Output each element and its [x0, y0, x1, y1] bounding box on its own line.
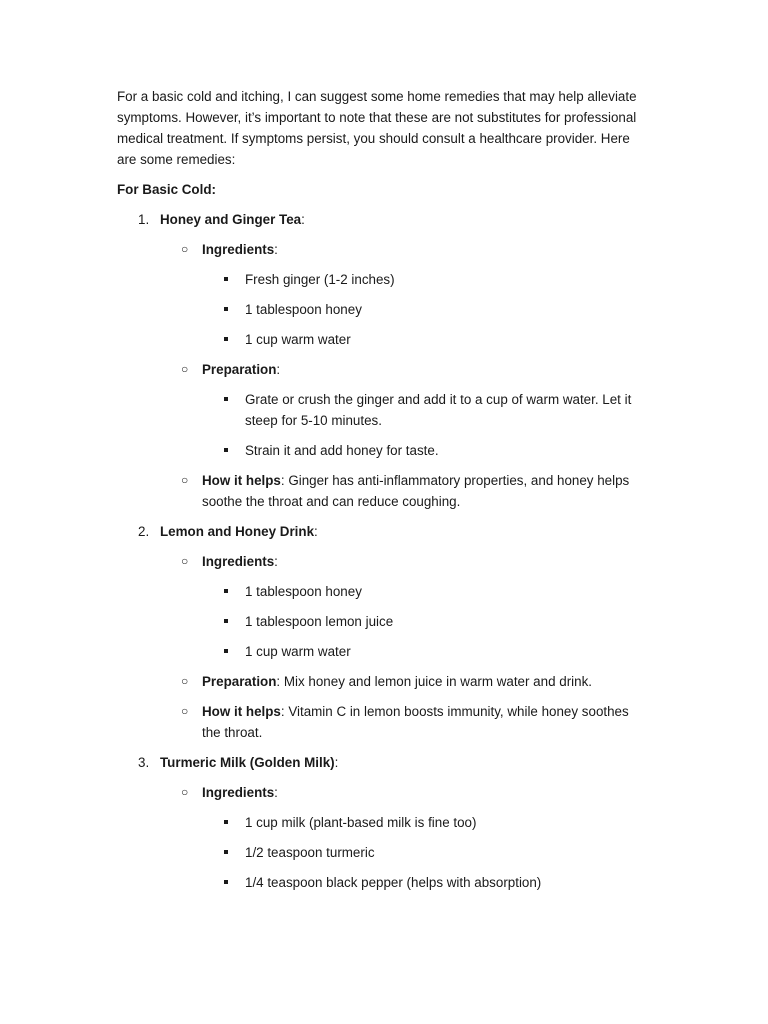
remedy-title-line: 2. Lemon and Honey Drink: — [117, 521, 649, 542]
ingredients-label: Ingredients — [202, 785, 275, 800]
ingredient-item: 1 cup milk (plant-based milk is fine too) — [117, 812, 649, 833]
square-bullet-icon — [224, 619, 228, 623]
preparation-item: ○ Preparation: — [117, 359, 649, 380]
ingredient-list — [117, 812, 649, 893]
remedy-list — [117, 209, 649, 893]
remedy-title-line: 1. Honey and Ginger Tea: — [117, 209, 649, 230]
square-bullet-icon — [224, 820, 228, 824]
hollow-bullet-icon: ○ — [181, 242, 189, 256]
ingredient-item: Fresh ginger (1-2 inches) — [117, 269, 649, 290]
preparation-text: : Mix honey and lemon juice in warm water and drink. — [276, 674, 592, 689]
hollow-bullet-icon: ○ — [181, 554, 189, 568]
remedy-details — [117, 239, 649, 260]
remedy-item — [117, 521, 649, 743]
square-bullet-icon — [224, 880, 228, 884]
preparation-item — [117, 671, 649, 692]
ingredients-item: ○ Ingredients: — [117, 551, 649, 572]
remedy-details — [117, 470, 649, 512]
preparation-step: Strain it and add honey for taste. — [117, 440, 649, 461]
remedy-details — [117, 782, 649, 803]
square-bullet-icon — [224, 589, 228, 593]
square-bullet-icon — [224, 649, 228, 653]
how-it-helps-text: : Vitamin C in lemon boosts immunity, while honey soothes the throat. — [202, 704, 629, 740]
square-bullet-icon — [224, 448, 228, 452]
square-bullet-icon — [224, 307, 228, 311]
ingredients-label: Ingredients — [202, 242, 275, 257]
ingredient-item: 1 cup warm water — [117, 641, 649, 662]
document-page — [117, 86, 649, 902]
ingredient-item: 1 tablespoon lemon juice — [117, 611, 649, 632]
preparation-steps — [117, 389, 649, 461]
remedy-number: 2. — [138, 524, 150, 539]
remedy-number: 3. — [138, 755, 150, 770]
ingredient-list — [117, 269, 649, 350]
remedy-details — [117, 671, 649, 743]
how-it-helps-item — [117, 701, 649, 743]
hollow-bullet-icon: ○ — [181, 473, 189, 487]
ingredient-item: 1 cup warm water — [117, 329, 649, 350]
how-it-helps-text: : Ginger has anti-inflammatory properties, and honey helps soothe the throat and can reduce coughing. — [202, 473, 630, 509]
remedy-title: Honey and Ginger Tea — [160, 212, 302, 227]
remedy-title: Lemon and Honey Drink — [160, 524, 315, 539]
preparation-step: Grate or crush the ginger and add it to a cup of warm water. Let it steep for 5-10 minutes. — [117, 389, 649, 431]
remedy-details — [117, 359, 649, 380]
ingredient-item: 1 tablespoon honey — [117, 299, 649, 320]
remedy-item — [117, 752, 649, 893]
remedy-number: 1. — [138, 212, 150, 227]
ingredient-item: 1 tablespoon honey — [117, 581, 649, 602]
remedy-details — [117, 551, 649, 572]
how-it-helps-label: How it helps — [202, 704, 281, 719]
remedy-item — [117, 209, 649, 512]
ingredients-item: ○ Ingredients: — [117, 782, 649, 803]
square-bullet-icon — [224, 277, 228, 281]
section-heading: For Basic Cold: — [117, 182, 216, 197]
hollow-bullet-icon: ○ — [181, 362, 189, 376]
how-it-helps-label: How it helps — [202, 473, 281, 488]
ingredient-item: 1/2 teaspoon turmeric — [117, 842, 649, 863]
ingredients-label: Ingredients — [202, 554, 275, 569]
preparation-label: Preparation — [202, 674, 277, 689]
square-bullet-icon — [224, 397, 228, 401]
intro-paragraph: For a basic cold and itching, I can suggest some home remedies that may help alleviate symptoms. However, it’s important to note that these are not substitutes for professional medical treatment. If symptoms persist, you should consult a healthcare provider. Here are some remedies: — [117, 89, 637, 167]
remedy-title-line: 3. Turmeric Milk (Golden Milk): — [117, 752, 649, 773]
hollow-bullet-icon: ○ — [181, 674, 189, 688]
ingredients-item: ○ Ingredients: — [117, 239, 649, 260]
how-it-helps-item — [117, 470, 649, 512]
remedy-title: Turmeric Milk (Golden Milk) — [160, 755, 335, 770]
hollow-bullet-icon: ○ — [181, 704, 189, 718]
hollow-bullet-icon: ○ — [181, 785, 189, 799]
preparation-label: Preparation — [202, 362, 277, 377]
square-bullet-icon — [224, 850, 228, 854]
ingredient-list — [117, 581, 649, 662]
ingredient-item: 1/4 teaspoon black pepper (helps with absorption) — [117, 872, 649, 893]
square-bullet-icon — [224, 337, 228, 341]
